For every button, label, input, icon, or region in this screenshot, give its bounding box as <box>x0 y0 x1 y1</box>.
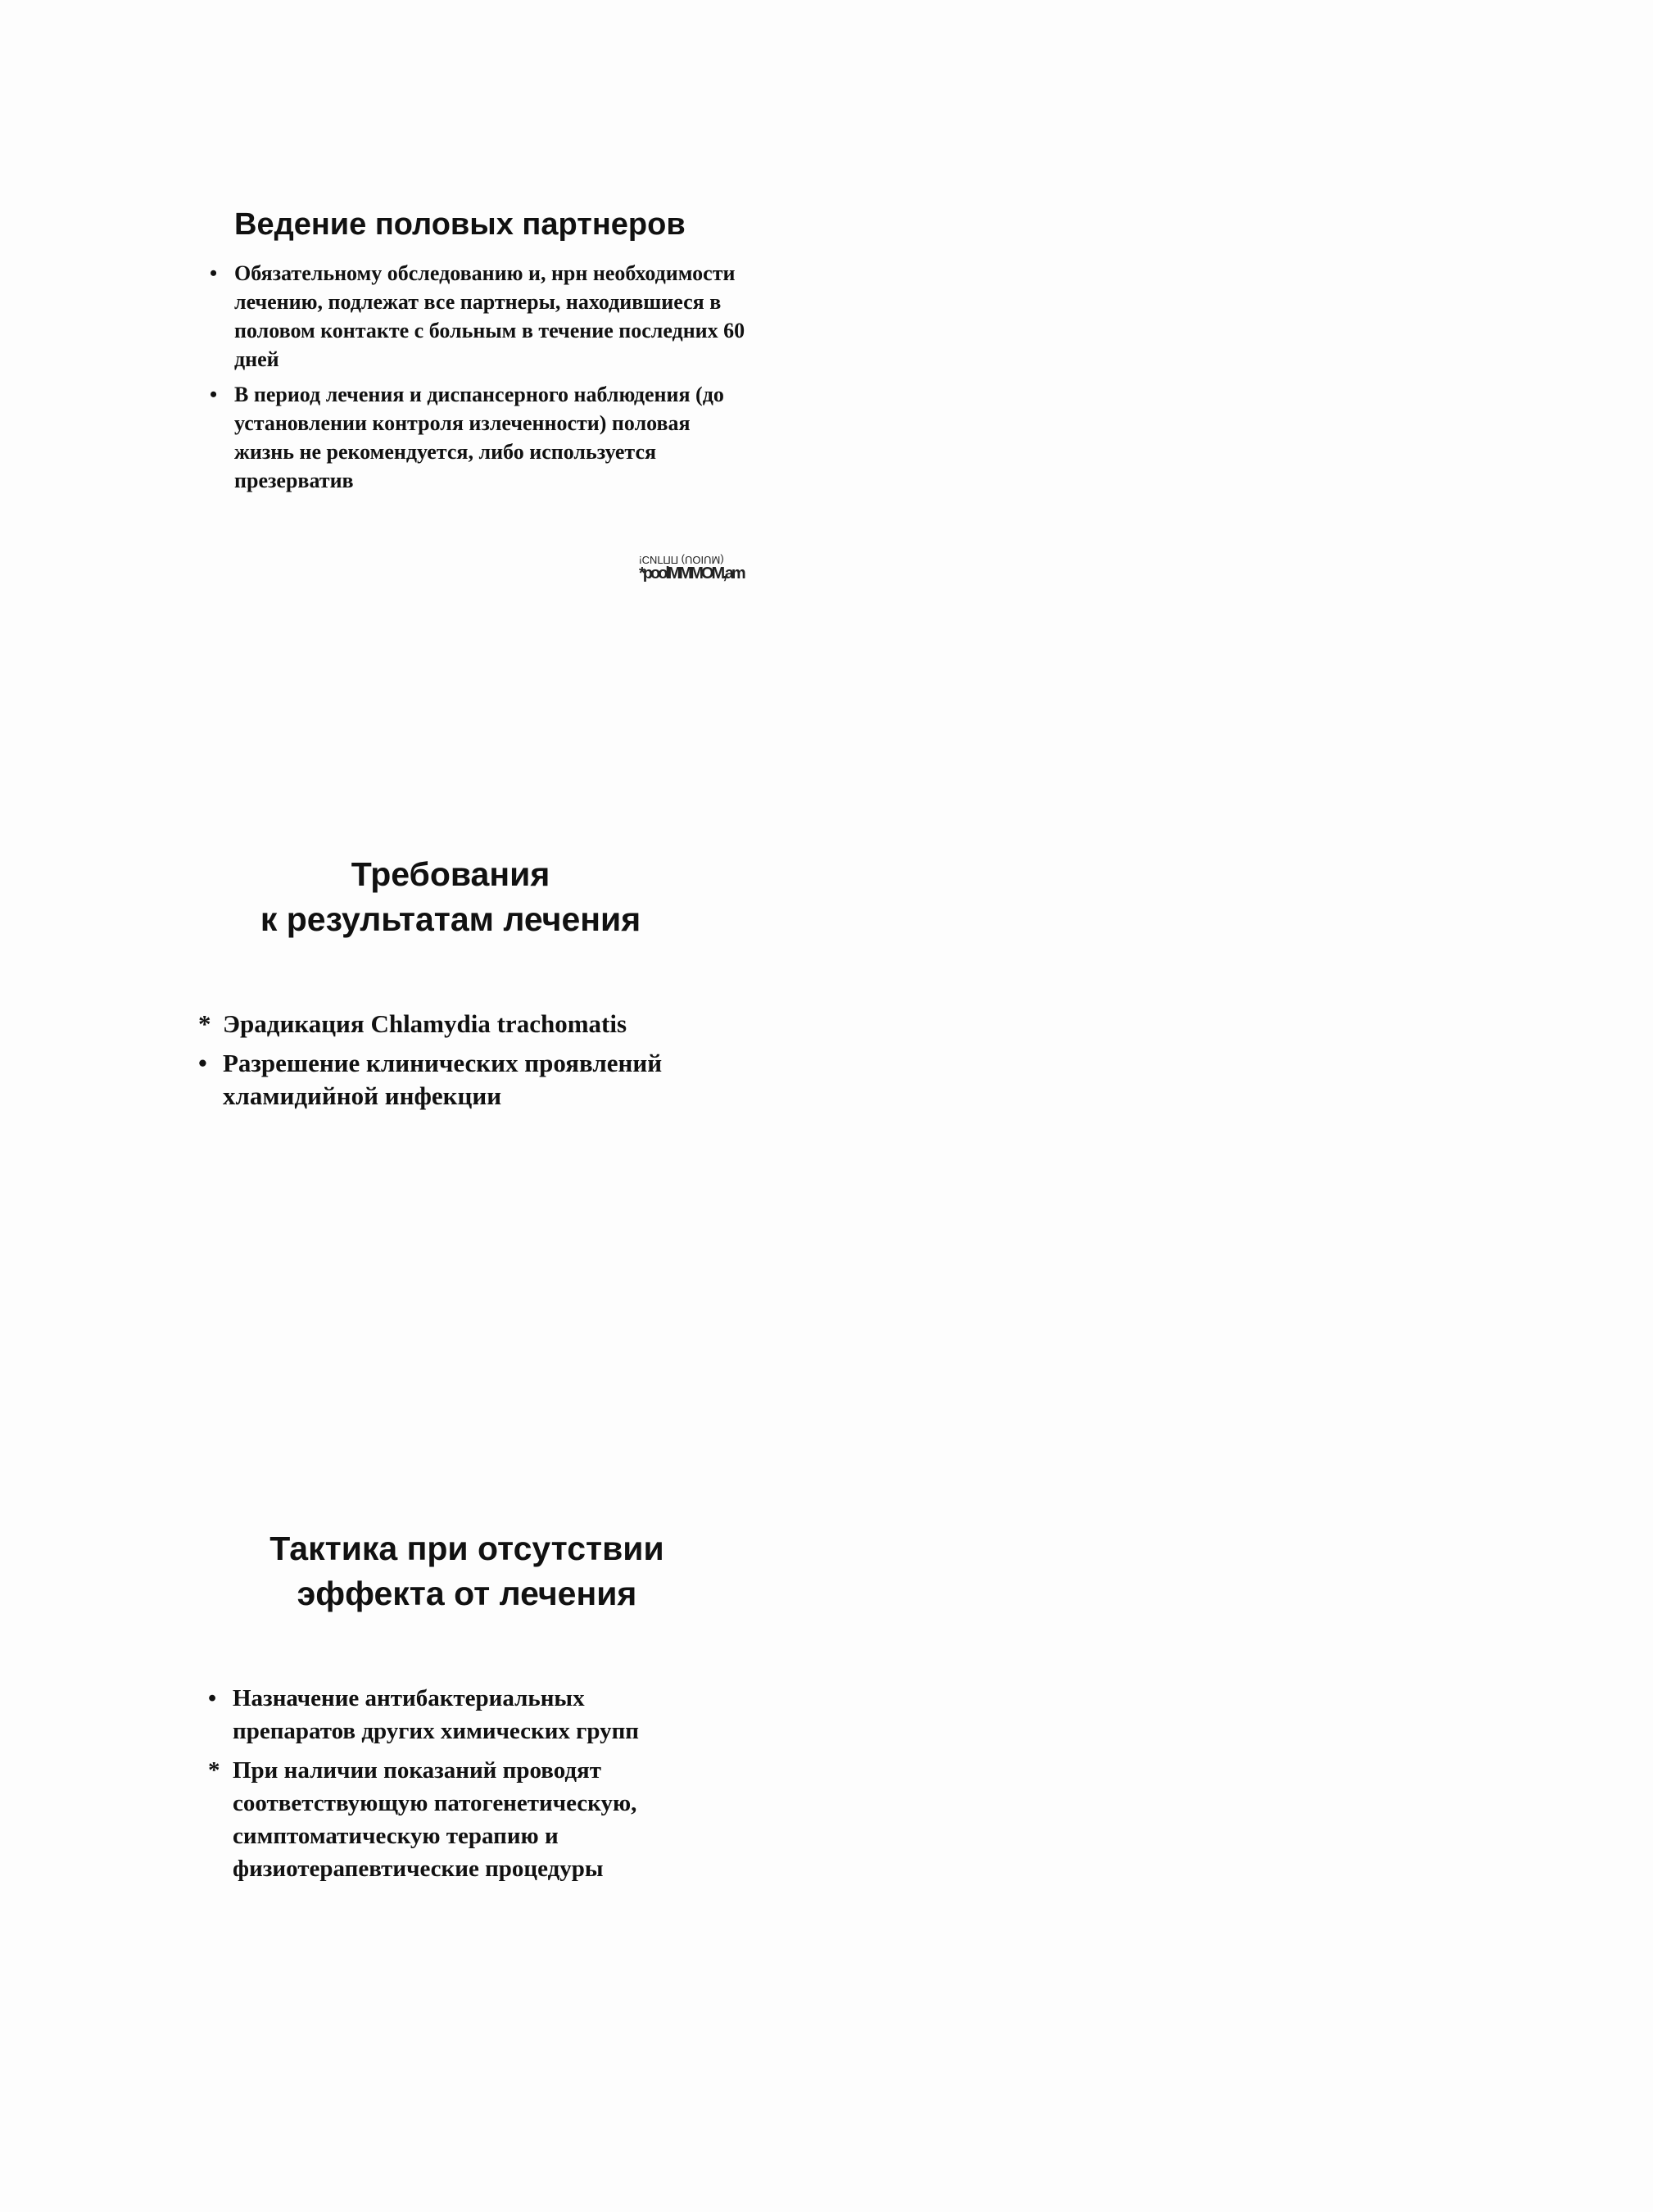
list-item <box>188 1047 696 1113</box>
title-line: Тактика при отсутствии <box>269 1530 664 1567</box>
bullet-text: Обязательному обследованию и, нрн необходимости лечению, подлежат все партнеры, находившиеся в половом контакте с больным в течение последних 60 дней <box>234 261 745 371</box>
title-line: эффекта от лечения <box>297 1575 637 1612</box>
list-item <box>197 380 754 495</box>
bullet-marker: • <box>210 261 218 285</box>
list-item <box>197 1754 704 1885</box>
bullet-list <box>188 1008 696 1113</box>
footnote-line: !СИГПП (UOIUM) <box>639 554 724 566</box>
slide-no-effect-tactics <box>197 1526 786 1892</box>
slide-treatment-requirements <box>188 852 778 1119</box>
bullet-text: Эрадикация Chlamydia trachomatis <box>223 1009 627 1038</box>
bullet-list <box>197 1682 704 1885</box>
list-item <box>197 259 754 374</box>
slide-title <box>156 852 745 942</box>
bullet-marker: • <box>208 1685 217 1711</box>
slide-title: Ведение половых партнеров <box>234 207 686 242</box>
bullet-list <box>197 259 754 495</box>
slide-title <box>197 1526 737 1616</box>
bullet-text: При наличии показаний проводят соответствующую патогенетическую, симптоматическую терапию и физиотерапевтические процедуры <box>233 1757 637 1882</box>
footnote-line: *poolMMMOM,am <box>639 564 744 582</box>
title-line: Требования <box>351 855 550 893</box>
title-line: к результатам лечения <box>260 900 641 938</box>
list-item <box>188 1008 696 1040</box>
list-item <box>197 1682 704 1747</box>
slide-footnote <box>639 554 770 582</box>
bullet-marker: * <box>198 1009 211 1038</box>
bullet-marker: * <box>208 1757 220 1784</box>
slide-partners <box>197 203 786 501</box>
bullet-text: Назначение антибактериальных препаратов других химических групп <box>233 1685 640 1744</box>
bullet-marker: • <box>198 1049 207 1077</box>
bullet-marker: • <box>210 383 218 406</box>
bullet-text: Разрешение клинических проявлений хламидийной инфекции <box>223 1049 663 1110</box>
bullet-text: В период лечения и диспансерного наблюдения (до установлении контроля излеченности) половая жизнь не рекомендуется, либо используется презерватив <box>234 383 724 492</box>
